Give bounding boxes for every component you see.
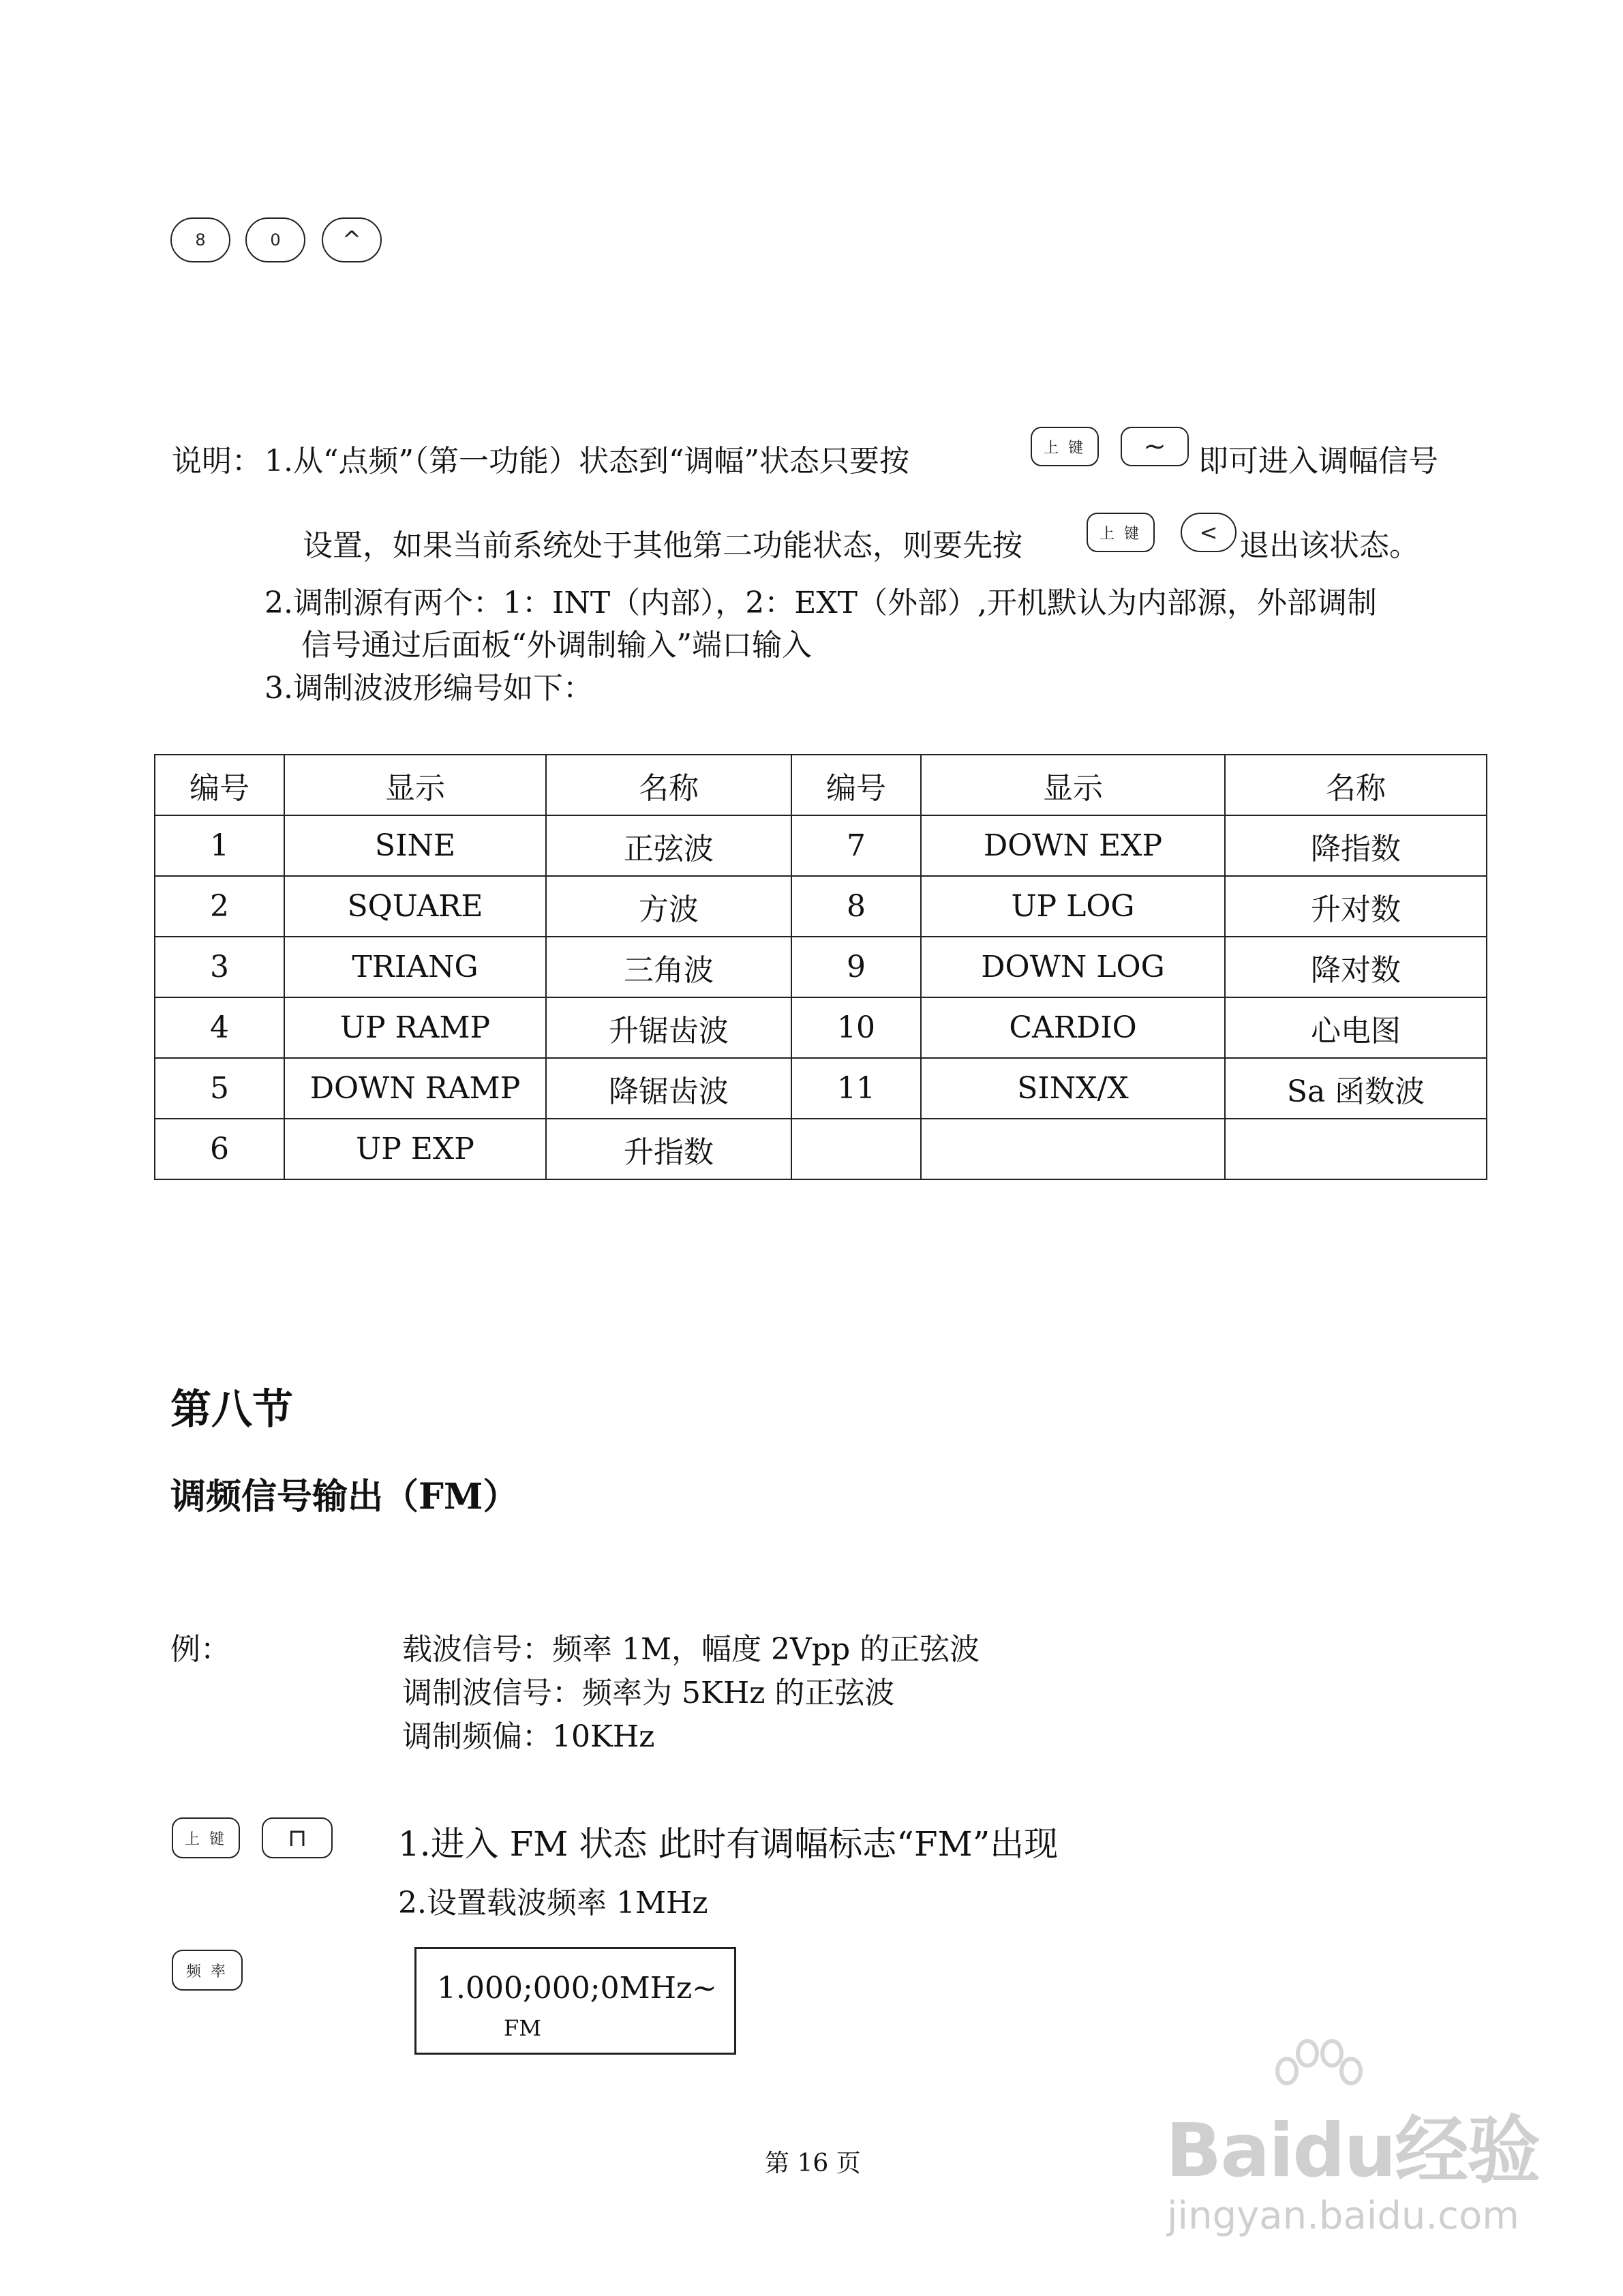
table-cell: 降对数 xyxy=(1225,937,1487,997)
table-row xyxy=(155,1058,1487,1119)
shift-key xyxy=(1031,427,1099,466)
paw-icon xyxy=(1268,2038,1370,2106)
table-row xyxy=(155,997,1487,1058)
table-cell: CARDIO xyxy=(921,997,1225,1058)
table-cell: 降指数 xyxy=(1225,815,1487,876)
table-cell: 8 xyxy=(791,876,921,937)
table-cell: 1 xyxy=(155,815,284,876)
lcd-wave-symbol: ~ xyxy=(692,1971,717,2006)
table-cell: 10 xyxy=(791,997,921,1058)
note-1-part-d: 退出该状态。 xyxy=(1239,528,1419,563)
table-cell: Sa 函数波 xyxy=(1225,1058,1487,1119)
lcd-value: 1.000;000;0MHz xyxy=(437,1971,693,2006)
table-cell: 9 xyxy=(791,937,921,997)
table-header: 显示 xyxy=(921,755,1225,815)
sine-key xyxy=(1121,427,1189,466)
table-cell: 7 xyxy=(791,815,921,876)
table-cell: SQUARE xyxy=(284,876,546,937)
watermark-logo xyxy=(1166,2091,1539,2197)
table-header: 名称 xyxy=(1225,755,1487,815)
note-1-part-b: 即可进入调幅信号 xyxy=(1198,444,1438,479)
shift-key-2-label: 上键 xyxy=(1099,525,1149,543)
square-wave-icon: ⊓ xyxy=(287,1824,307,1852)
section-subtitle: 调频信号输出（FM） xyxy=(170,1476,519,1517)
table-row xyxy=(155,815,1487,876)
table-cell xyxy=(921,1119,1225,1179)
square-key xyxy=(262,1817,333,1858)
shift-key-label: 上键 xyxy=(1043,439,1093,457)
example-line-1: 载波信号：频率 1M，幅度 2Vpp 的正弦波 xyxy=(402,1632,980,1667)
table-cell: 11 xyxy=(791,1058,921,1119)
table-row xyxy=(155,1119,1487,1179)
table-cell: 升对数 xyxy=(1225,876,1487,937)
watermark-brand: Baidu经验 xyxy=(1166,2109,1540,2194)
table-cell: 3 xyxy=(155,937,284,997)
notes-label: 说明： xyxy=(172,444,262,479)
table-cell: DOWN RAMP xyxy=(284,1058,546,1119)
key-up xyxy=(322,217,382,262)
lcd-mode: FM xyxy=(504,2015,541,2041)
table-header: 编号 xyxy=(791,755,921,815)
example-line-2: 调制波信号：频率为 5KHz 的正弦波 xyxy=(402,1676,895,1710)
table-cell: 5 xyxy=(155,1058,284,1119)
note-1-part-a: 1.从“点频”（第一功能）状态到“调幅”状态只要按 xyxy=(264,444,909,479)
example-line-3: 调制频偏：10KHz xyxy=(402,1719,655,1754)
table-header: 名称 xyxy=(546,755,791,815)
table-cell: UP EXP xyxy=(284,1119,546,1179)
table-header: 编号 xyxy=(155,755,284,815)
watermark-url: jingyan.baidu.com xyxy=(1167,2194,1519,2238)
lcd-display xyxy=(414,1947,736,2055)
table-header-row xyxy=(155,755,1487,815)
waveform-table xyxy=(154,754,1487,1180)
step-1: 1.进入 FM 状态 此时有调幅标志“FM”出现 xyxy=(398,1824,1059,1864)
shift-key-3 xyxy=(172,1817,240,1858)
table-cell: UP RAMP xyxy=(284,997,546,1058)
table-cell: TRIANG xyxy=(284,937,546,997)
freq-key xyxy=(172,1950,243,1991)
note-2-line-2: 信号通过后面板“外调制输入”端口输入 xyxy=(301,628,812,663)
table-cell: 6 xyxy=(155,1119,284,1179)
left-arrow-icon: < xyxy=(1199,519,1218,545)
table-cell xyxy=(791,1119,921,1179)
table-row xyxy=(155,937,1487,997)
table-cell: SINX/X xyxy=(921,1058,1225,1119)
shift-key-2 xyxy=(1087,513,1155,552)
table-cell: 降锯齿波 xyxy=(546,1058,791,1119)
note-2-line-1: 2.调制源有两个：1：INT（内部），2：EXT（外部）,开机默认为内部源，外部调制 xyxy=(264,586,1377,620)
left-key xyxy=(1181,513,1237,552)
table-cell: 升锯齿波 xyxy=(546,997,791,1058)
table-cell: 4 xyxy=(155,997,284,1058)
example-label: 例： xyxy=(170,1632,230,1667)
note-1-part-c: 设置，如果当前系统处于其他第二功能状态，则要先按 xyxy=(303,528,1022,563)
table-cell: DOWN EXP xyxy=(921,815,1225,876)
key-0 xyxy=(245,217,305,262)
table-header: 显示 xyxy=(284,755,546,815)
table-cell: 三角波 xyxy=(546,937,791,997)
page-number: 第 16 页 xyxy=(765,2149,861,2177)
table-cell: DOWN LOG xyxy=(921,937,1225,997)
key-8-label: 8 xyxy=(195,230,206,250)
table-cell: UP LOG xyxy=(921,876,1225,937)
table-row xyxy=(155,876,1487,937)
table-cell: 2 xyxy=(155,876,284,937)
freq-key-label: 频率 xyxy=(185,1963,235,1980)
table-cell: 心电图 xyxy=(1225,997,1487,1058)
table-cell: SINE xyxy=(284,815,546,876)
sine-wave-icon: ∼ xyxy=(1143,431,1166,462)
step-2: 2.设置载波频率 1MHz xyxy=(398,1886,708,1920)
key-0-label: 0 xyxy=(270,230,281,250)
table-cell: 方波 xyxy=(546,876,791,937)
table-cell xyxy=(1225,1119,1487,1179)
table-cell: 正弦波 xyxy=(546,815,791,876)
key-8 xyxy=(170,217,230,262)
table-cell: 升指数 xyxy=(546,1119,791,1179)
section-title: 第八节 xyxy=(170,1386,293,1434)
note-3: 3.调制波波形编号如下： xyxy=(264,671,593,706)
shift-key-3-label: 上键 xyxy=(184,1830,234,1848)
key-up-label: ^ xyxy=(342,226,362,254)
